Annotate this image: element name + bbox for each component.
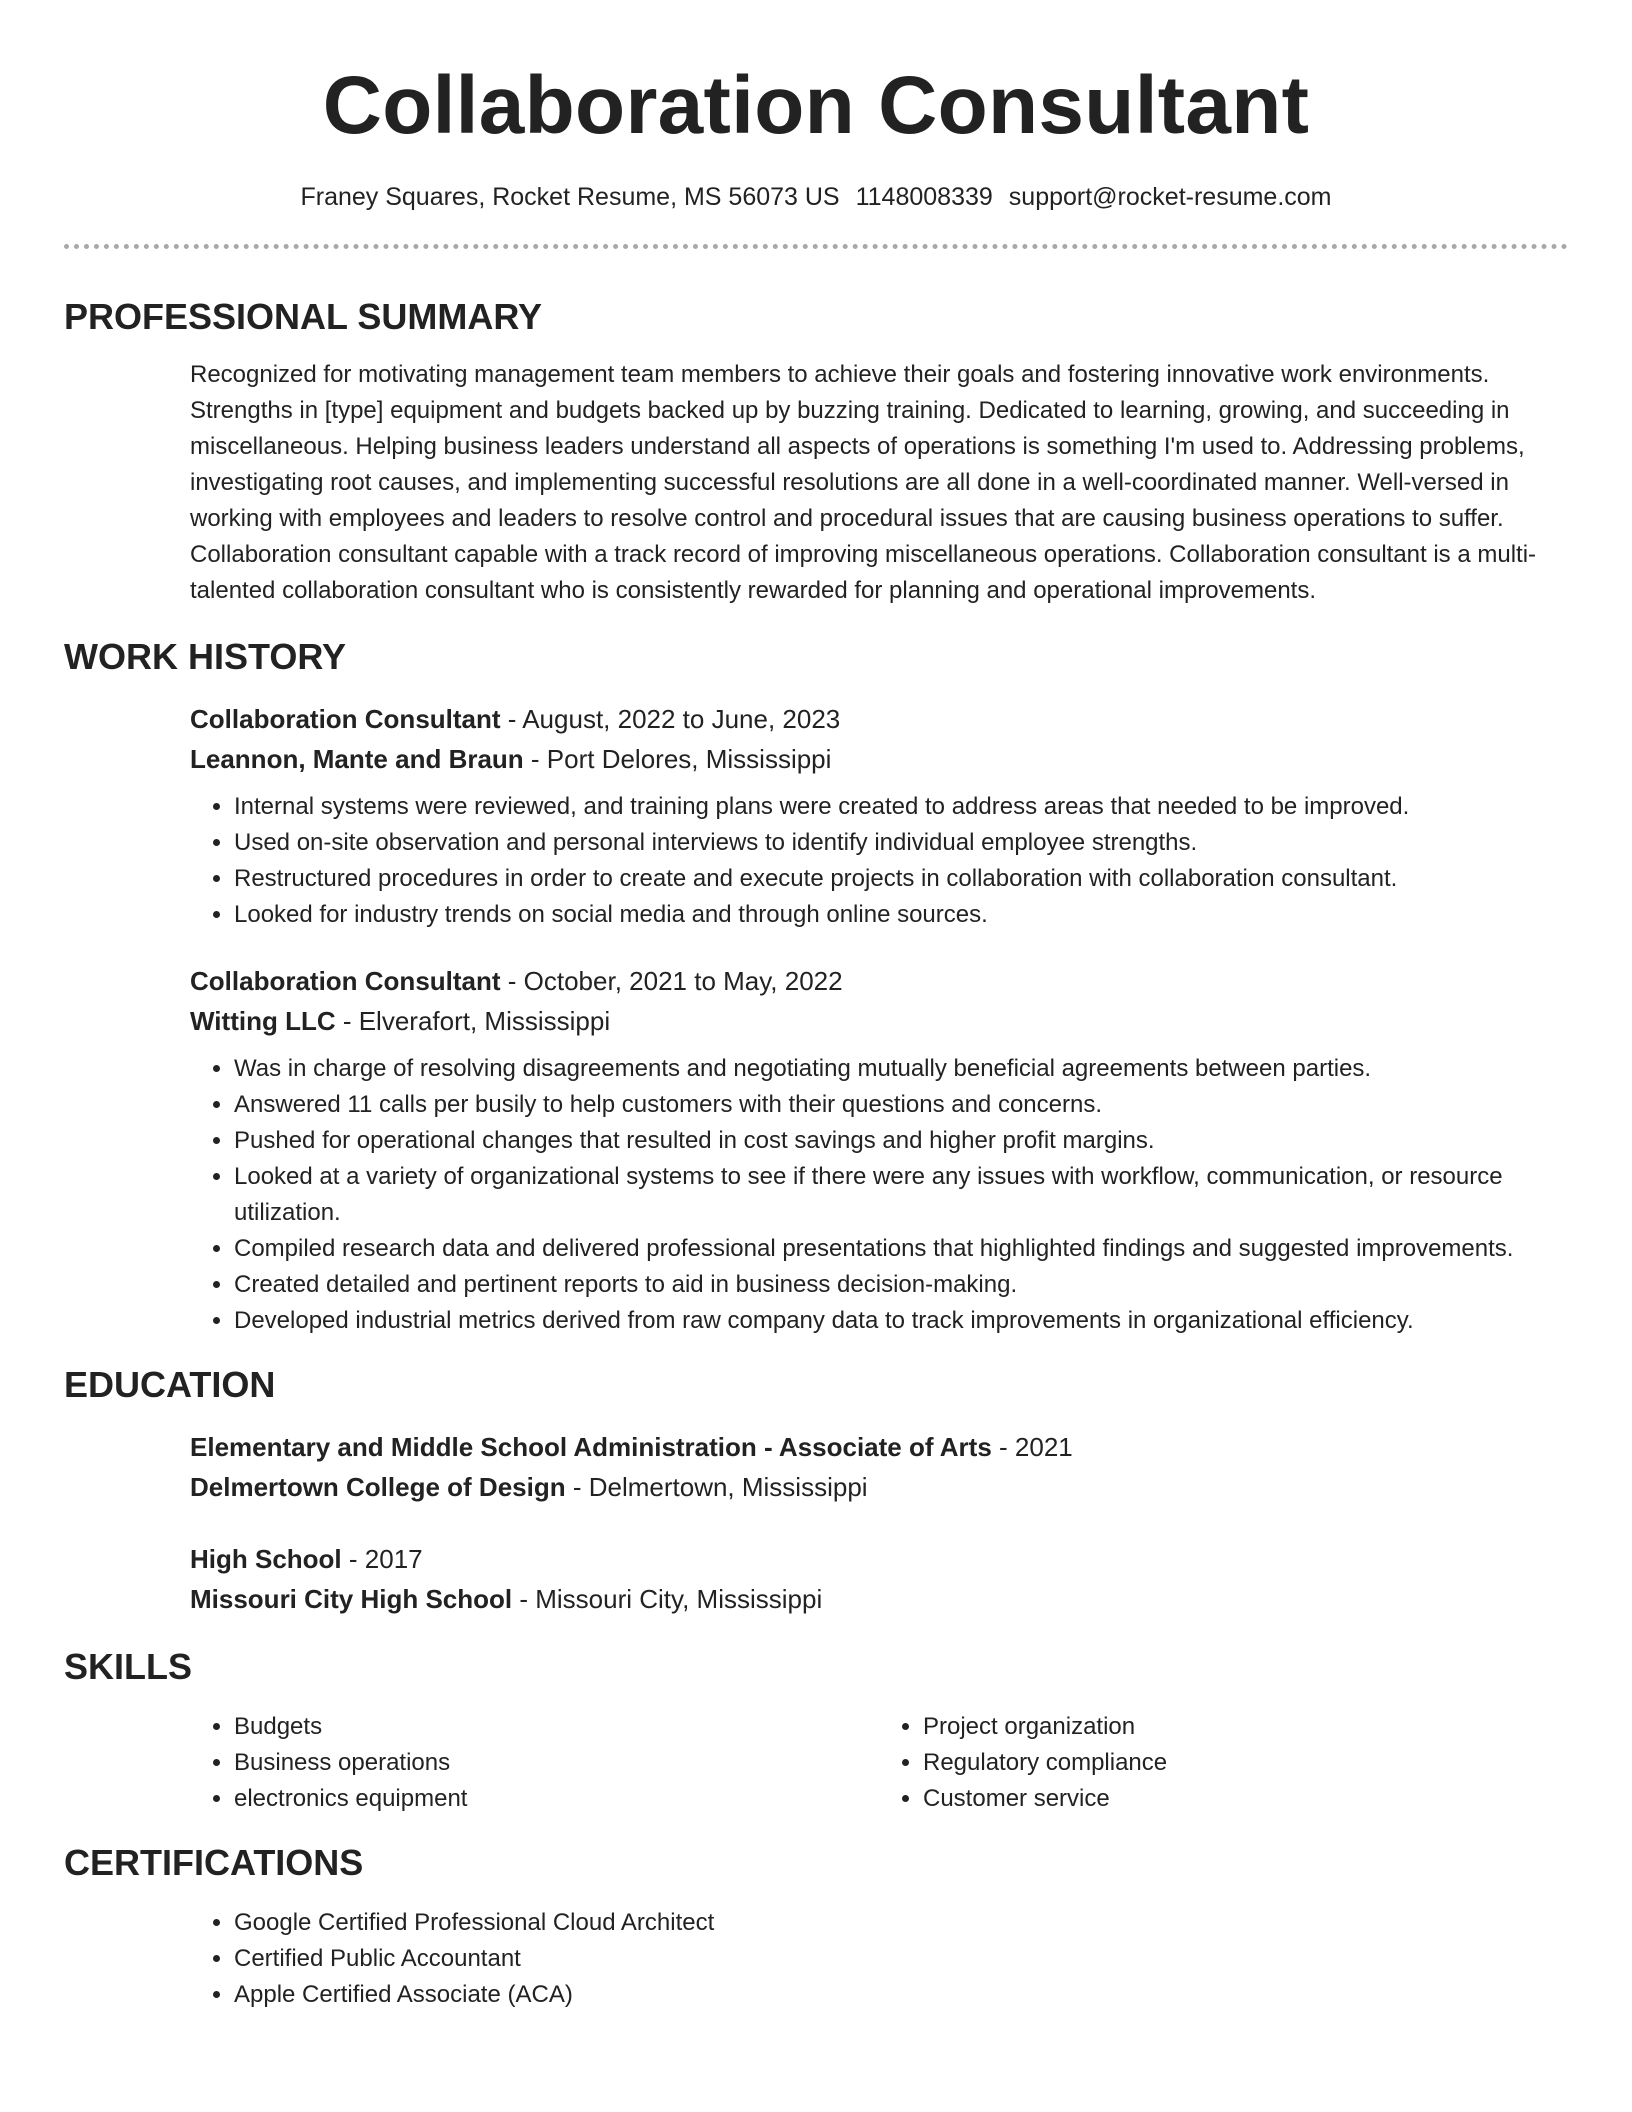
job-title-line <box>190 961 1568 1001</box>
list-item: • Restructured procedures in order to create and execute projects in collaboration with collaboration consultant. <box>234 861 1568 897</box>
summary-section <box>190 357 1568 609</box>
education-section <box>190 1427 1568 1619</box>
school-line <box>190 1579 1568 1619</box>
job-bullets <box>190 1051 1568 1339</box>
skills-heading: SKILLS <box>64 1646 193 1687</box>
list-item: • Used on-site observation and personal interviews to identify individual employee strengths. <box>234 825 1568 861</box>
list-item: • Created detailed and pertinent reports to aid in business decision-making. <box>234 1267 1568 1303</box>
degree-name: Elementary and Middle School Administration - Associate of Arts <box>190 1432 992 1462</box>
education-heading: EDUCATION <box>64 1364 276 1405</box>
skills-column-left <box>190 1709 879 1817</box>
list-item: • Answered 11 calls per busily to help customers with their questions and concerns. <box>234 1087 1568 1123</box>
school-location: - Delmertown, Mississippi <box>565 1472 868 1502</box>
certifications-heading: CERTIFICATIONS <box>64 1842 364 1883</box>
work-history-section <box>190 699 1568 1339</box>
degree-name: High School <box>190 1544 342 1574</box>
education-entry <box>190 1427 1568 1507</box>
job-title-line <box>190 699 1568 739</box>
job-bullets <box>190 789 1568 933</box>
list-item: • Internal systems were reviewed, and training plans were created to address areas that needed to be improved. <box>234 789 1568 825</box>
list-item: • Google Certified Professional Cloud Architect <box>234 1905 1568 1941</box>
contact-address: Franey Squares, Rocket Resume, MS 56073 US <box>300 183 840 211</box>
certifications-section <box>190 1905 1568 2013</box>
list-item: • Project organization <box>923 1709 1568 1745</box>
list-item: • Regulatory compliance <box>923 1745 1568 1781</box>
list-item: • electronics equipment <box>234 1781 879 1817</box>
list-item: • Certified Public Accountant <box>234 1941 1568 1977</box>
list-item: • Looked for industry trends on social media and through online sources. <box>234 897 1568 933</box>
list-item: • Compiled research data and delivered professional presentations that highlighted findings and suggested improvements. <box>234 1231 1568 1267</box>
school-location: - Missouri City, Mississippi <box>512 1584 823 1614</box>
job-role: Collaboration Consultant <box>190 966 501 996</box>
summary-text: Recognized for motivating management team members to achieve their goals and fostering innovative work environments. Strengths in [type] equipment and budgets backed up by buzzing training. Dedicated to learning, growing, and succeeding in miscellaneous. Helping business leaders understand all aspects of operations is something I'm used to. Addressing problems, investigating root causes, and implementing successful resolutions are all done in a well-coordinated manner. Well-versed in working with employees and leaders to resolve control and procedural issues that are causing business operations to suffer. Collaboration consultant capable with a track record of improving miscellaneous operations. Collaboration consultant is a multi-talented collaboration consultant who is consistently rewarded for planning and operational improvements. <box>190 361 1537 604</box>
school-name: Delmertown College of Design <box>190 1472 566 1502</box>
resume-page <box>64 0 1568 2013</box>
job-company-line <box>190 739 1568 779</box>
list-item: • Budgets <box>234 1709 879 1745</box>
resume-name: Collaboration Consultant <box>322 60 1310 151</box>
contact-line <box>64 180 1568 214</box>
list-item: • Customer service <box>923 1781 1568 1817</box>
list-item: • Apple Certified Associate (ACA) <box>234 1977 1568 2013</box>
list-item: • Was in charge of resolving disagreements and negotiating mutually beneficial agreements between parties. <box>234 1051 1568 1087</box>
job-dates: - August, 2022 to June, 2023 <box>500 704 841 734</box>
list-item: • Looked at a variety of organizational systems to see if there were any issues with workflow, communication, or resource utilization. <box>234 1159 1568 1231</box>
degree-line <box>190 1539 1568 1579</box>
skills-column-right <box>879 1709 1568 1817</box>
education-entry <box>190 1539 1568 1619</box>
job-location: - Port Delores, Mississippi <box>523 744 832 774</box>
job-company: Witting LLC <box>190 1006 336 1036</box>
skills-grid <box>190 1709 1568 1817</box>
job-entry <box>190 699 1568 933</box>
work-history-heading: WORK HISTORY <box>64 636 347 677</box>
job-company-line <box>190 1001 1568 1041</box>
school-name: Missouri City High School <box>190 1584 513 1614</box>
contact-phone: 1148008339 <box>855 183 993 211</box>
degree-year: - 2017 <box>341 1544 423 1574</box>
job-role: Collaboration Consultant <box>190 704 501 734</box>
header-divider <box>64 244 1568 249</box>
list-item: • Developed industrial metrics derived from raw company data to track improvements in organizational efficiency. <box>234 1303 1568 1339</box>
school-line <box>190 1467 1568 1507</box>
skills-section <box>190 1709 1568 1817</box>
list-item: • Pushed for operational changes that resulted in cost savings and higher profit margins. <box>234 1123 1568 1159</box>
certifications-list <box>190 1905 1568 2013</box>
job-company: Leannon, Mante and Braun <box>190 744 524 774</box>
job-dates: - October, 2021 to May, 2022 <box>500 966 843 996</box>
summary-heading: PROFESSIONAL SUMMARY <box>64 296 543 337</box>
degree-line <box>190 1427 1568 1467</box>
job-location: - Elverafort, Mississippi <box>335 1006 611 1036</box>
job-entry <box>190 961 1568 1339</box>
contact-email[interactable]: support@rocket-resume.com <box>1008 183 1332 211</box>
degree-year: - 2021 <box>991 1432 1073 1462</box>
list-item: • Business operations <box>234 1745 879 1781</box>
